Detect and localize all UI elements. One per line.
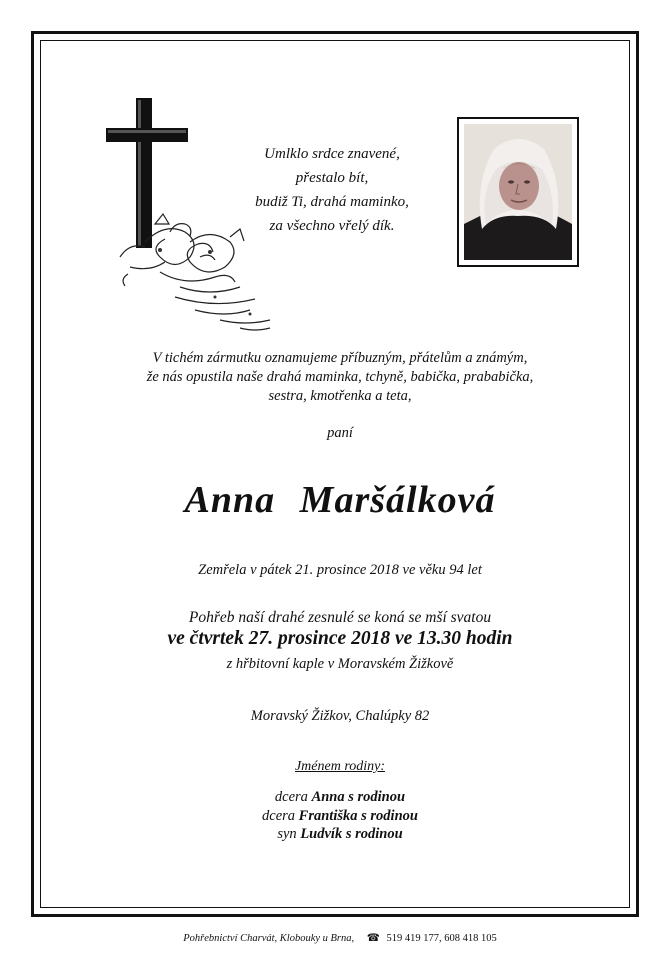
family-member-name: Františka s rodinou bbox=[298, 807, 418, 824]
funeral-location: z hřbitovní kaple v Moravském Žižkově bbox=[226, 656, 454, 672]
funeral-service-footer bbox=[60, 932, 620, 944]
family-list bbox=[60, 788, 620, 844]
announcement-line: sestra, kmotřenka a teta, bbox=[268, 388, 412, 404]
poem-line: přestalo bít, bbox=[295, 170, 369, 186]
poem-line: budiž Ti, drahá maminko, bbox=[255, 194, 409, 210]
family-relation: dcera bbox=[262, 807, 296, 824]
family-member-name: Anna s rodinou bbox=[311, 789, 406, 805]
portrait-image bbox=[464, 124, 572, 260]
family-label-text: Jménem rodiny: bbox=[294, 759, 386, 774]
deceased-portrait-frame bbox=[457, 117, 579, 267]
family-address: Moravský Žižkov, Chalúpky 82 bbox=[250, 708, 430, 724]
death-info: Zemřela v pátek 21. prosince 2018 ve věku 94 let bbox=[198, 562, 482, 578]
poem-line: Umlklo srdce znavené, bbox=[264, 146, 400, 162]
announcement-line: že nás opustila naše drahá maminka, tchyně, babička, prababička, bbox=[146, 369, 534, 385]
family-relation: dcera bbox=[274, 789, 308, 805]
family-member-name: Ludvík s rodinou bbox=[300, 826, 403, 842]
family-label bbox=[60, 759, 620, 775]
family-member bbox=[60, 807, 620, 826]
memorial-poem bbox=[232, 142, 432, 238]
announcement-line: V tichém zármutku oznamujeme příbuzným, přátelům a známým, bbox=[152, 350, 528, 366]
funeral-company: Pohřebnictví Charvát, Klobouky u Brna, bbox=[183, 933, 355, 944]
announcement-text bbox=[100, 349, 580, 406]
family-member bbox=[60, 788, 620, 807]
funeral-date-time: ve čtvrtek 27. prosince 2018 ve 13.30 hodin bbox=[167, 628, 513, 649]
telephone-icon: ☎ bbox=[366, 933, 380, 944]
phone-numbers: 519 419 177, 608 418 105 bbox=[386, 933, 497, 944]
family-member bbox=[60, 825, 620, 844]
funeral-intro: Pohřeb naší drahé zesnulé se koná se mší svatou bbox=[188, 609, 492, 626]
family-relation: syn bbox=[277, 826, 297, 842]
deceased-portrait bbox=[464, 124, 572, 260]
salutation: paní bbox=[327, 425, 353, 441]
deceased-name: Anna Maršálková bbox=[184, 479, 496, 521]
poem-line: za všechno vřelý dík. bbox=[269, 218, 395, 234]
